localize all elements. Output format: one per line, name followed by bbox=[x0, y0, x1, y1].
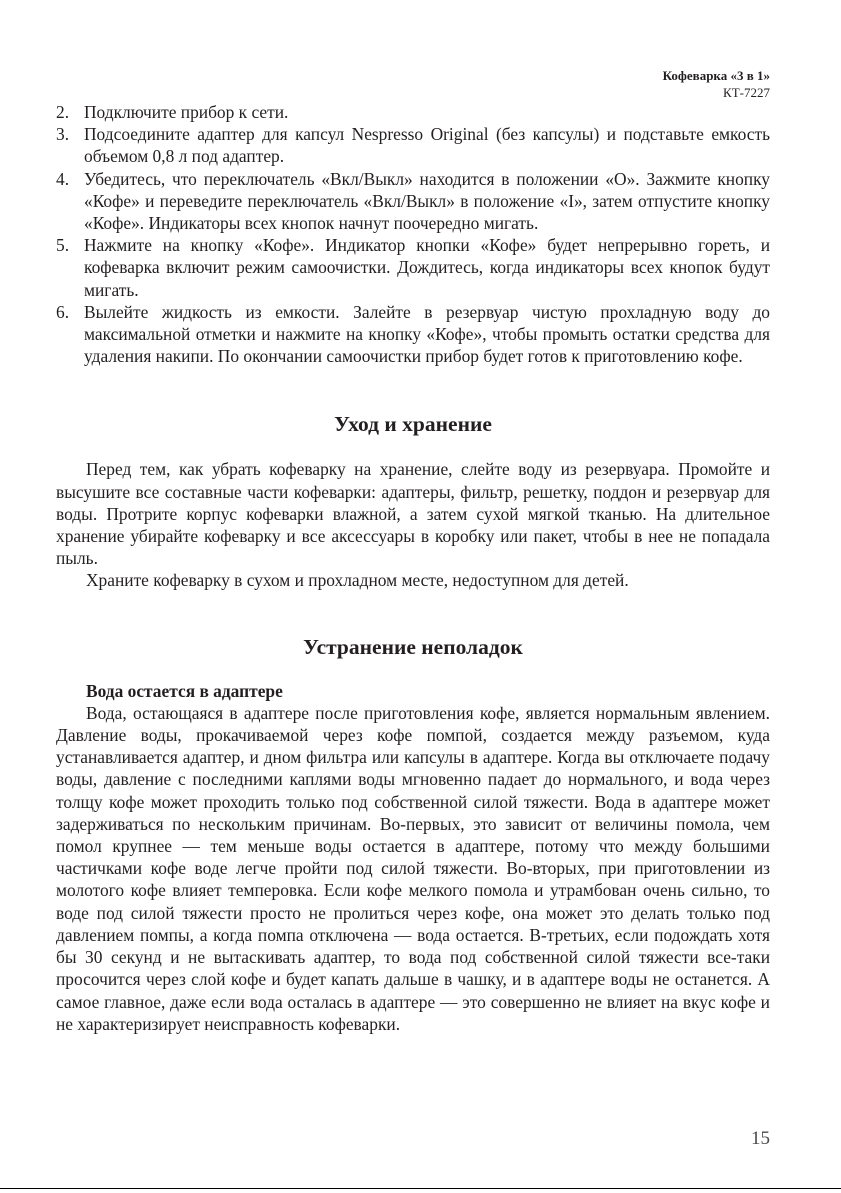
care-paragraph: Храните кофеварку в сухом и прохладном месте, недоступном для детей. bbox=[86, 570, 629, 591]
bottom-rule bbox=[0, 1188, 841, 1189]
troubleshooting-paragraph: Вода, остающаяся в адаптере после приготовления кофе, является нормальным явлением. Давление воды, прокачиваемой через кофе помпой, создается между разъемом, куда устанавливается адаптер, и дном фильтра или капсулы в адаптере. Когда вы отключаете подачу воды, давление с последними каплями воды мгновенно падает до нормального, и вода через толщу кофе может проходить только под собственной силой тяжести. Вода в адаптере может задерживаться по нескольким причинам. Во-первых, это зависит от величины помола, чем помол крупнее — тем меньше воды остается в адаптере, потому что между большими частичками кофе воде легче пройти под силой тяжести. Во-вторых, при приготовлении из молотого кофе влияет темперовка. Если кофе мелкого помола и утрамбован очень сильно, то воде под силой тяжести просто не пролиться через кофе, она может это делать только под давлением помпы, а когда помпа отключена — вода остается. В-третьих, если подождать хотя бы 30 секунд и не вытаскивать адаптер, то вода под собственной силой тяжести все-таки просочится через слой кофе и будет капать дальше в чашку, и в адаптере воды не останется. А самое главное, даже если вода осталась в адаптере — это совершенно не влияет на вкус кофе и не характеризирует неисправность кофеварки. bbox=[56, 702, 770, 1034]
care-heading: Уход и хранение bbox=[334, 412, 492, 437]
list-item bbox=[56, 101, 770, 123]
list-item bbox=[56, 123, 770, 167]
list-item bbox=[56, 234, 770, 301]
product-name: Кофеварка «3 в 1» bbox=[662, 68, 770, 83]
step-text: Убедитесь, что переключатель «Вкл/Выкл» находится в положении «О». Зажмите кнопку «Кофе» и переведите переключатель «Вкл/Выкл» в положение «I», затем отпустите кнопку «Кофе». Индикаторы всех кнопок начнут поочередно мигать. bbox=[84, 168, 770, 234]
troubleshooting-subheading: Вода остается в адаптере bbox=[86, 680, 283, 701]
step-text: Подсоедините адаптер для капсул Nespresso Original (без капсулы) и подставьте емкость объемом 0,8 л под адаптер. bbox=[84, 124, 770, 167]
step-number: 2. bbox=[56, 102, 70, 122]
step-text: Вылейте жидкость из емкости. Залейте в резервуар чистую прохладную воду до максимальной отметки и нажмите на кнопку «Кофе», чтобы промыть остатки средства для удаления накипи. По окончании самоочистки прибор будет готов к приготовлению кофе. bbox=[84, 301, 770, 367]
troubleshooting-heading: Устранение неполадок bbox=[303, 634, 523, 659]
step-text: Нажмите на кнопку «Кофе». Индикатор кнопки «Кофе» будет непрерывно гореть, и кофеварка включит режим самоочистки. Дождитесь, когда индикаторы всех кнопок будут мигать. bbox=[84, 235, 770, 300]
page-content bbox=[56, 101, 770, 1035]
step-number: 3. bbox=[56, 124, 70, 145]
page-number: 15 bbox=[751, 1128, 770, 1149]
page-header bbox=[663, 67, 770, 101]
step-number: 6. bbox=[56, 301, 70, 322]
step-number: 5. bbox=[56, 235, 70, 256]
list-item bbox=[56, 301, 770, 368]
step-number: 4. bbox=[56, 168, 70, 189]
step-text: Подключите прибор к сети. bbox=[84, 102, 289, 122]
care-paragraph: Перед тем, как убрать кофеварку на хранение, слейте воду из резервуара. Промойте и высушите все составные части кофеварки: адаптеры, фильтр, решетку, поддон и резервуар для воды. Протрите корпус кофеварки влажной, а затем сухой мягкой тканью. На длительное хранение убирайте кофеварку и все аксессуары в коробку или пакет, чтобы в нее не попадала пыль. bbox=[56, 459, 770, 569]
model-number: КТ-7227 bbox=[723, 85, 770, 100]
list-item bbox=[56, 168, 770, 235]
steps-list bbox=[56, 101, 770, 367]
